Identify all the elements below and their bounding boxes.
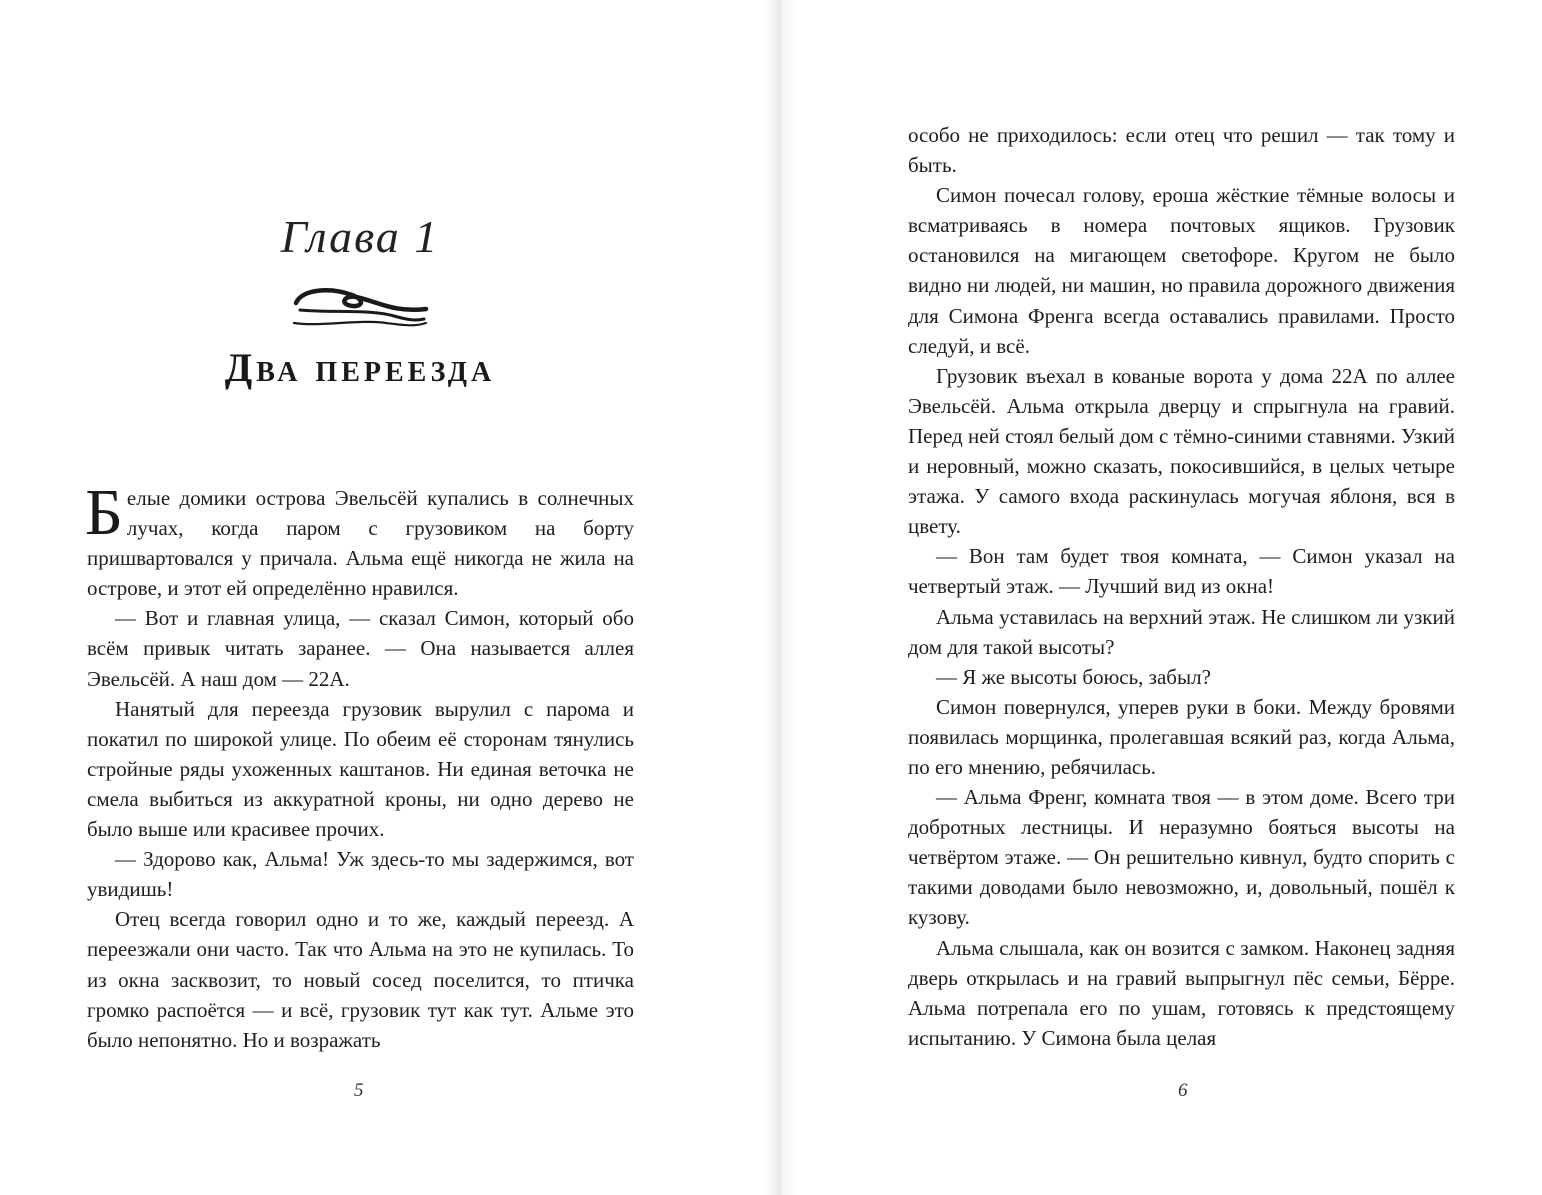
- chapter-number: Глава 1: [280, 211, 440, 262]
- paragraph: — Я же высоты боюсь, забыл?: [936, 664, 1211, 689]
- paragraph: Грузовик въехал в кованые ворота у дома 22А по аллее Эвельсёй. Альма открыла дверцу и спрыгнула на гравий. Перед ней стоял белый дом с тёмно-синими ставнями. Узкий и неровный, можно сказать, покосившийся, в целых четыре этажа. У самого входа раскинулась могучая яблоня, вся в цвету.: [908, 363, 1455, 539]
- left-page: [0, 0, 770, 1195]
- opening-paragraph: [85, 476, 634, 603]
- opening-paragraph-text: елые домики острова Эвельсёй купались в солнечных лучах, когда паром с грузовиком на борту пришвартовался у причала. Альма ещё никогда не жила на острове, и этот ей определённо нравился.: [87, 486, 634, 601]
- paragraph: — Вон там будет твоя комната, — Симон указал на четвертый этаж. — Лучший вид из окна!: [908, 544, 1455, 599]
- paragraph: — Здорово как, Альма! Уж здесь-то мы задержимся, вот увидишь!: [87, 847, 634, 902]
- right-page: [770, 0, 1542, 1195]
- continuation-paragraph: особо не приходилось: если отец что решил — так тому и быть.: [908, 123, 1455, 178]
- paragraph: — Альма Френг, комната твоя — в этом доме. Всего три добротных лестницы. И неразумно бояться высоты на четвёртом этаже. — Он решительно кивнул, будто спорить с такими доводами было невозможно, и, довольный, пошёл к кузову.: [908, 785, 1455, 930]
- paragraph: Нанятый для переезда грузовик вырулил с парома и покатил по широкой улице. По обеим её сторонам тянулись стройные ряды ухоженных каштанов. Ни единая веточка не смела выбиться из аккуратной кроны, ни одно дерево не было выше или красивее прочих.: [87, 696, 634, 842]
- paragraph: Альма слышала, как он возится с замком. Наконец задняя дверь открылась и на гравий выпрыгнул пёс семьи, Бёрре. Альма потрепала его по ушам, готовясь к предстоящему испытанию. У Симона была целая: [908, 935, 1455, 1050]
- drop-cap: Б: [85, 476, 123, 549]
- paragraph: Альма уставилась на верхний этаж. Не слишком ли узкий дом для такой высоты?: [908, 604, 1455, 659]
- page-number: 5: [354, 1080, 364, 1101]
- left-page-text: [85, 476, 634, 1055]
- paragraph: Симон почесал голову, ероша жёсткие тёмные волосы и всматриваясь в номера почтовых ящиков. Грузовик остановился на мигающем светофоре. Кругом не было видно ни людей, ни машин, но правила дорожного движения для Симона Френга всегда оставались правилами. Просто следуй, и всё.: [908, 183, 1455, 358]
- paragraph: Симон повернулся, уперев руки в боки. Между бровями появилась морщинка, пролегавшая всякий раз, когда Альма, по его мнению, ребячилась.: [908, 694, 1455, 779]
- chapter-title: Два переезда: [224, 345, 496, 390]
- paragraph: Отец всегда говорил одно и то же, каждый переезд. А переезжали они часто. Так что Альма на это не купилась. То из окна засквозит, то новый сосед поселится, то птичка громко распоётся — и всё, грузовик тут как тут. Альме это было непонятно. Но и возражать: [87, 907, 634, 1052]
- right-page-text: [908, 120, 1455, 1053]
- page-number: 6: [1178, 1080, 1188, 1101]
- paragraph: — Вот и главная улица, — сказал Симон, который обо всём привык читать заранее. — Она называется аллея Эвельсёй. А наш дом — 22А.: [87, 606, 634, 691]
- flourish-ornament-icon: [290, 283, 430, 333]
